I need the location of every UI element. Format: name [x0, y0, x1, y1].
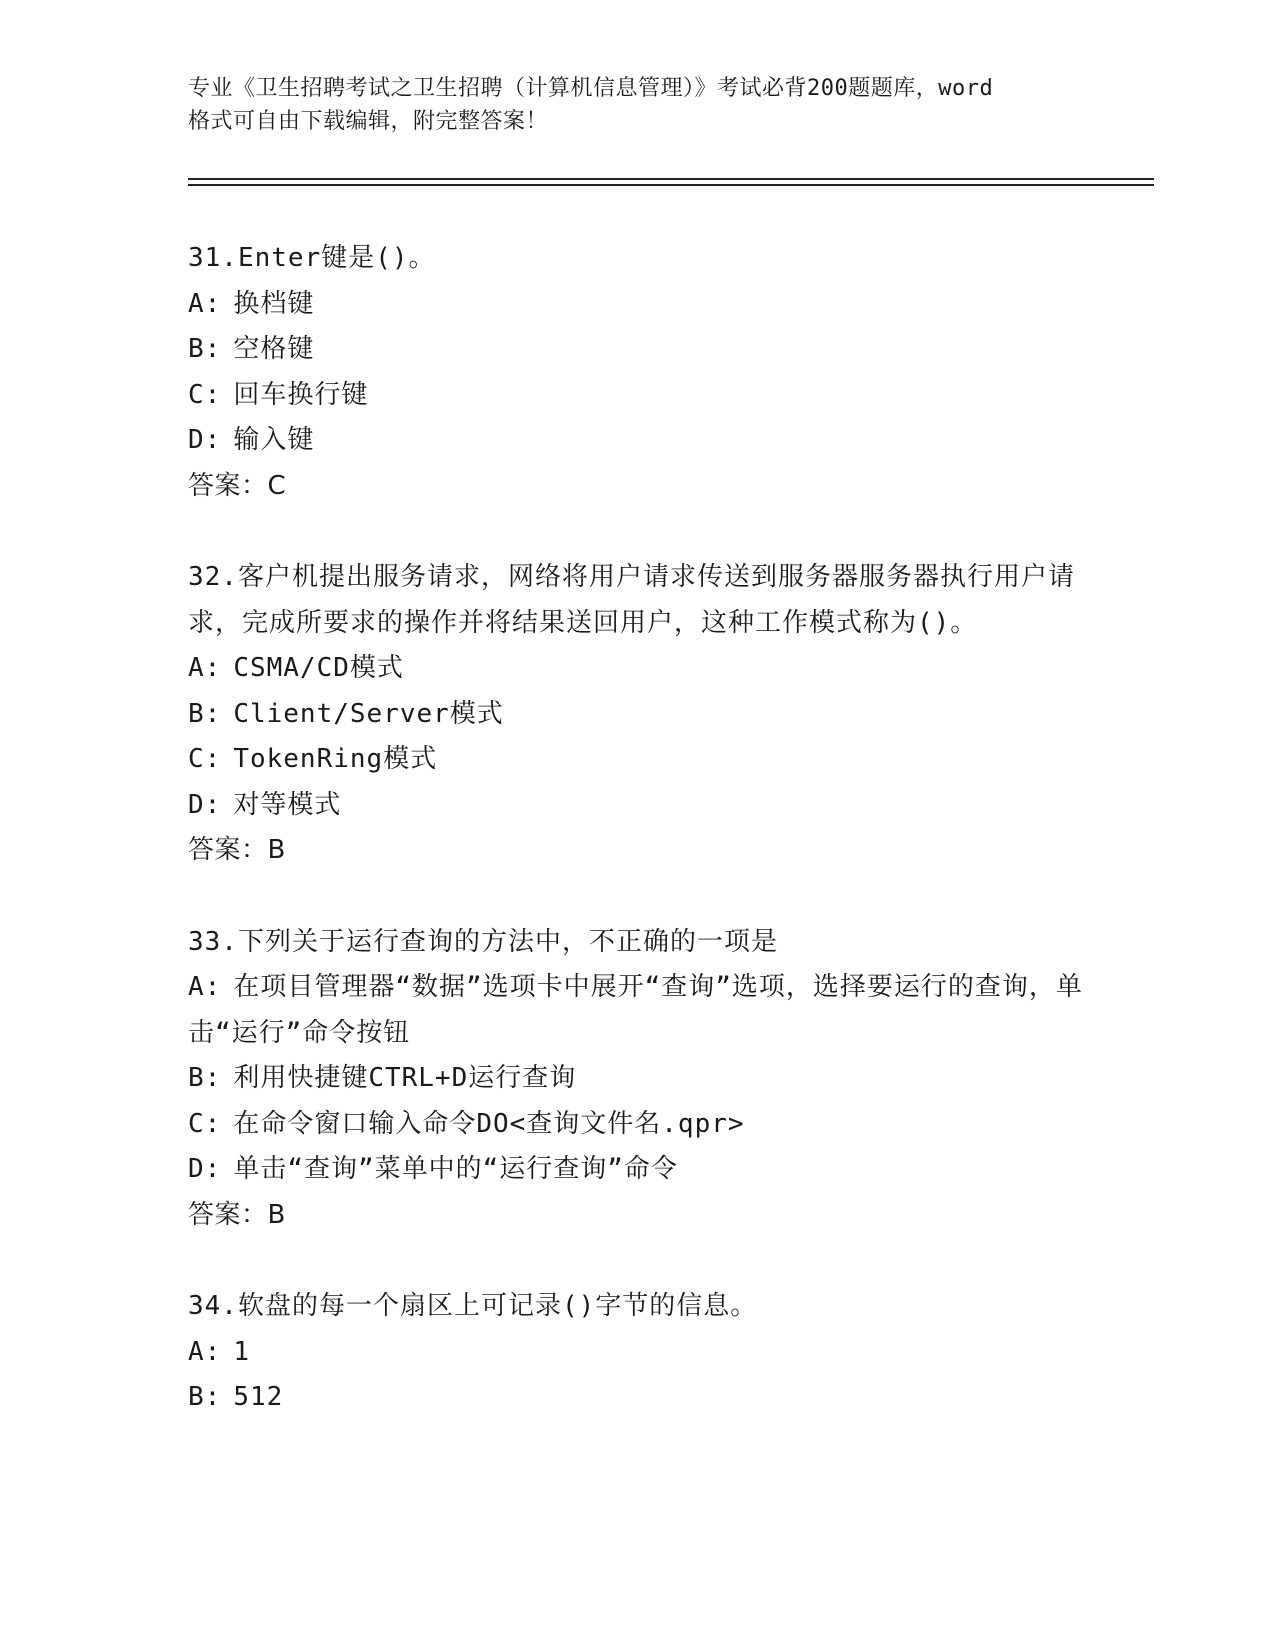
option-text: TokenRing模式	[233, 744, 438, 774]
option-text: 对等模式	[233, 789, 342, 820]
option-label: C:	[188, 379, 222, 410]
option-c	[188, 737, 1088, 783]
answer: 答案：B	[188, 1199, 286, 1230]
option-c	[188, 1102, 1088, 1148]
option-text: Client/Server模式	[233, 698, 504, 729]
option-label: C:	[188, 1108, 222, 1139]
question-stem: 33.下列关于运行查询的方法中，不正确的一项是	[188, 926, 778, 957]
question-stem: 34.软盘的每一个扇区上可记录()字节的信息。	[188, 1291, 758, 1321]
option-text: 输入键	[233, 425, 315, 455]
question-32	[188, 555, 1088, 874]
option-label: A:	[188, 288, 222, 319]
answer: 答案：B	[188, 835, 286, 865]
header-line-2: 格式可自由下载编辑，附完整答案！	[188, 109, 549, 134]
option-label: D:	[188, 789, 222, 820]
option-label: B:	[188, 334, 222, 364]
option-label: A:	[188, 653, 222, 683]
option-text: CSMA/CD模式	[233, 653, 404, 683]
option-b	[188, 1056, 1088, 1102]
option-b	[188, 1375, 1088, 1421]
option-label: C:	[188, 744, 222, 774]
option-a	[188, 1330, 1088, 1376]
option-d	[188, 418, 1088, 464]
option-a	[188, 646, 1088, 692]
option-label: A:	[188, 972, 222, 1002]
question-31	[188, 236, 1088, 509]
option-label: A:	[188, 1336, 222, 1367]
option-label: B:	[188, 1382, 222, 1412]
option-label: B:	[188, 1063, 222, 1093]
option-label: D:	[188, 425, 222, 455]
option-b	[188, 692, 1088, 738]
question-stem: 31.Enter键是()。	[188, 243, 436, 273]
option-text: 1	[233, 1336, 250, 1367]
option-text: 单击“查询”菜单中的“运行查询”命令	[233, 1154, 678, 1184]
option-label: B:	[188, 698, 222, 729]
option-a	[188, 282, 1088, 328]
option-label: D:	[188, 1154, 222, 1184]
option-text: 回车换行键	[233, 379, 369, 410]
header-rule-bottom	[188, 184, 1154, 186]
option-d	[188, 1147, 1088, 1193]
header-line-1: 专业《卫生招聘考试之卫生招聘（计算机信息管理）》考试必背200题题库，word	[188, 76, 994, 101]
document-header	[188, 72, 1088, 138]
question-stem: 32.客户机提出服务请求，网络将用户请求传送到服务器服务器执行用户请求，完成所要求的操作并将结果送回用户，这种工作模式称为()。	[188, 562, 1075, 638]
option-c	[188, 373, 1088, 419]
option-text: 换档键	[233, 288, 315, 319]
question-33	[188, 920, 1088, 1239]
option-text: 利用快捷键CTRL+D运行查询	[233, 1063, 577, 1093]
question-34	[188, 1284, 1088, 1421]
option-text: 512	[233, 1382, 284, 1412]
option-text: 在命令窗口输入命令DO<查询文件名.qpr>	[233, 1108, 745, 1139]
header-rule-top	[188, 178, 1154, 180]
option-b	[188, 327, 1088, 373]
option-d	[188, 783, 1088, 829]
option-text: 空格键	[233, 334, 315, 364]
option-a	[188, 965, 1088, 1056]
question-list	[188, 236, 1088, 1467]
option-text: 在项目管理器“数据”选项卡中展开“查询”选项，选择要运行的查询，单击“运行”命令按钮	[188, 972, 1083, 1048]
answer: 答案：C	[188, 470, 287, 501]
